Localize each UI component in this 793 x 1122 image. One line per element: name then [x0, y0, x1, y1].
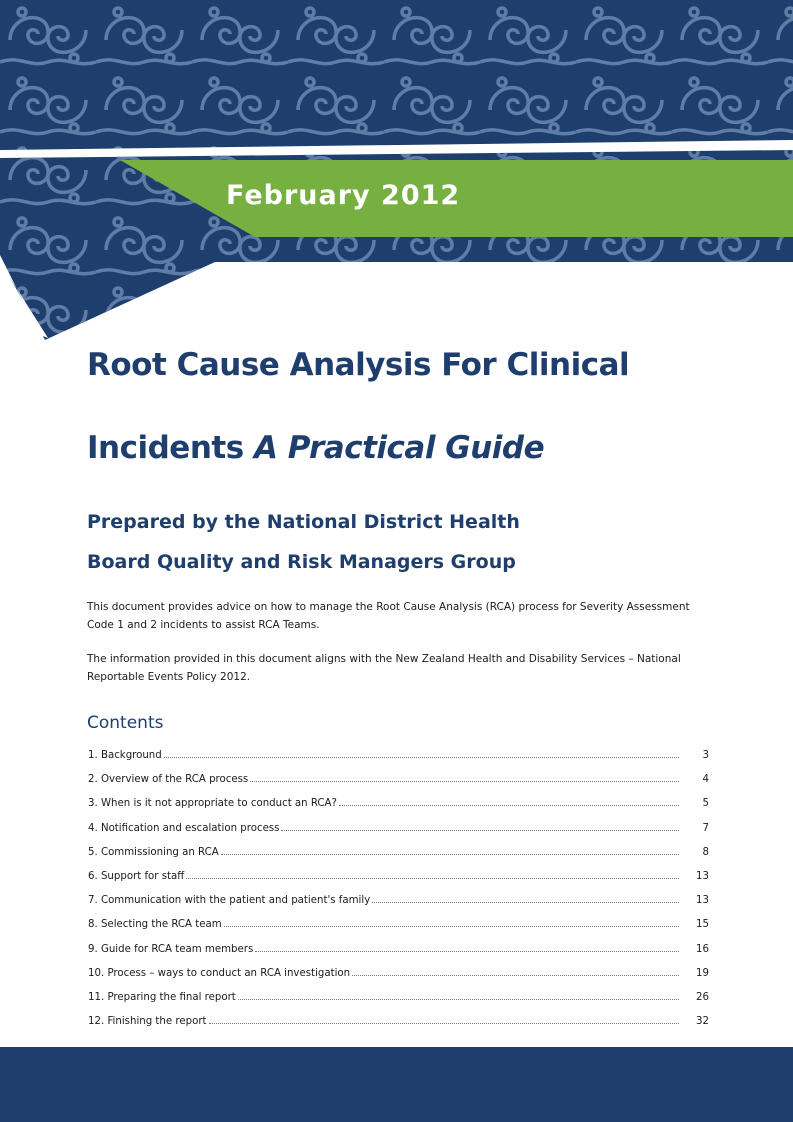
toc-entry-label: 9. Guide for RCA team members: [88, 943, 254, 955]
toc-entry-label: 1. Background: [88, 750, 162, 761]
toc-entry[interactable]: [87, 992, 709, 1016]
toc-entry-label: 6. Support for staff: [88, 870, 185, 882]
toc-leader-dots: [281, 830, 679, 831]
toc-leader-dots: [250, 781, 679, 782]
toc-entry[interactable]: [87, 798, 709, 822]
toc-entry[interactable]: [87, 919, 709, 943]
toc-entry-page: 13: [696, 895, 709, 907]
toc-entry-label: 11. Preparing the final report: [88, 991, 236, 1003]
toc-entry-label: 4. Notification and escalation process: [88, 822, 280, 834]
toc-leader-dots: [372, 902, 679, 903]
footer-band: [0, 1047, 793, 1122]
toc-entry-page: 3: [702, 750, 709, 761]
subtitle-line-1: Prepared by the National District Health: [87, 511, 520, 533]
table-of-contents: [87, 750, 709, 1040]
toc-entry[interactable]: [87, 944, 709, 968]
toc-entry[interactable]: [87, 847, 709, 871]
toc-leader-dots: [238, 999, 679, 1000]
intro-paragraph-2: The information provided in this document aligns with the New Zealand Health and Disability Services – National Reportable Events Policy 2012.: [87, 652, 681, 683]
intro-paragraph-1: This document provides advice on how to manage the Root Cause Analysis (RCA) process for Severity Assessment Code 1 and 2 incidents to assist RCA Teams.: [87, 600, 690, 631]
toc-entry[interactable]: [87, 750, 709, 774]
toc-leader-dots: [209, 1023, 679, 1024]
toc-entry-page: 16: [696, 943, 709, 955]
title-plain: Incidents: [87, 430, 254, 466]
contents-heading: Contents: [87, 713, 164, 733]
koru-pattern-graphic: [0, 0, 793, 345]
toc-entry[interactable]: [87, 968, 709, 992]
toc-entry-page: 4: [702, 774, 709, 786]
toc-leader-dots: [164, 757, 679, 758]
title-italic: A Practical Guide: [253, 430, 545, 466]
toc-entry-page: 32: [696, 1016, 709, 1028]
toc-leader-dots: [224, 926, 679, 927]
toc-entry[interactable]: [87, 774, 709, 798]
toc-leader-dots: [339, 805, 679, 806]
toc-entry-page: 8: [702, 846, 709, 858]
page-title-line-1: Root Cause Analysis For Clinical: [87, 347, 630, 383]
toc-entry-label: 2. Overview of the RCA process: [88, 774, 249, 786]
toc-entry-label: 3. When is it not appropriate to conduct an RCA?: [88, 798, 337, 810]
toc-entry-page: 5: [702, 798, 709, 810]
subtitle-line-2: Board Quality and Risk Managers Group: [87, 551, 516, 573]
toc-entry-label: 10. Process – ways to conduct an RCA investigation: [88, 967, 351, 979]
toc-entry-page: 19: [696, 967, 709, 979]
toc-entry-label: 7. Communication with the patient and patient's family: [88, 895, 371, 907]
toc-entry-page: 7: [702, 822, 709, 834]
toc-entry-label: 8. Selecting the RCA team: [88, 919, 222, 931]
toc-leader-dots: [352, 975, 679, 976]
toc-leader-dots: [255, 951, 679, 952]
toc-entry-label: 5. Commissioning an RCA: [88, 846, 219, 858]
toc-entry-label: 12. Finishing the report: [88, 1016, 207, 1028]
toc-leader-dots: [221, 854, 679, 855]
document-date: February 2012: [226, 180, 461, 211]
toc-entry[interactable]: [87, 1016, 709, 1040]
toc-entry[interactable]: [87, 871, 709, 895]
toc-entry[interactable]: [87, 895, 709, 919]
toc-entry-page: 13: [696, 870, 709, 882]
header-band: [0, 0, 793, 345]
toc-entry-page: 15: [696, 919, 709, 931]
toc-entry[interactable]: [87, 823, 709, 847]
toc-leader-dots: [186, 878, 679, 879]
toc-entry-page: 26: [696, 991, 709, 1003]
page-title-line-2: [87, 430, 544, 466]
